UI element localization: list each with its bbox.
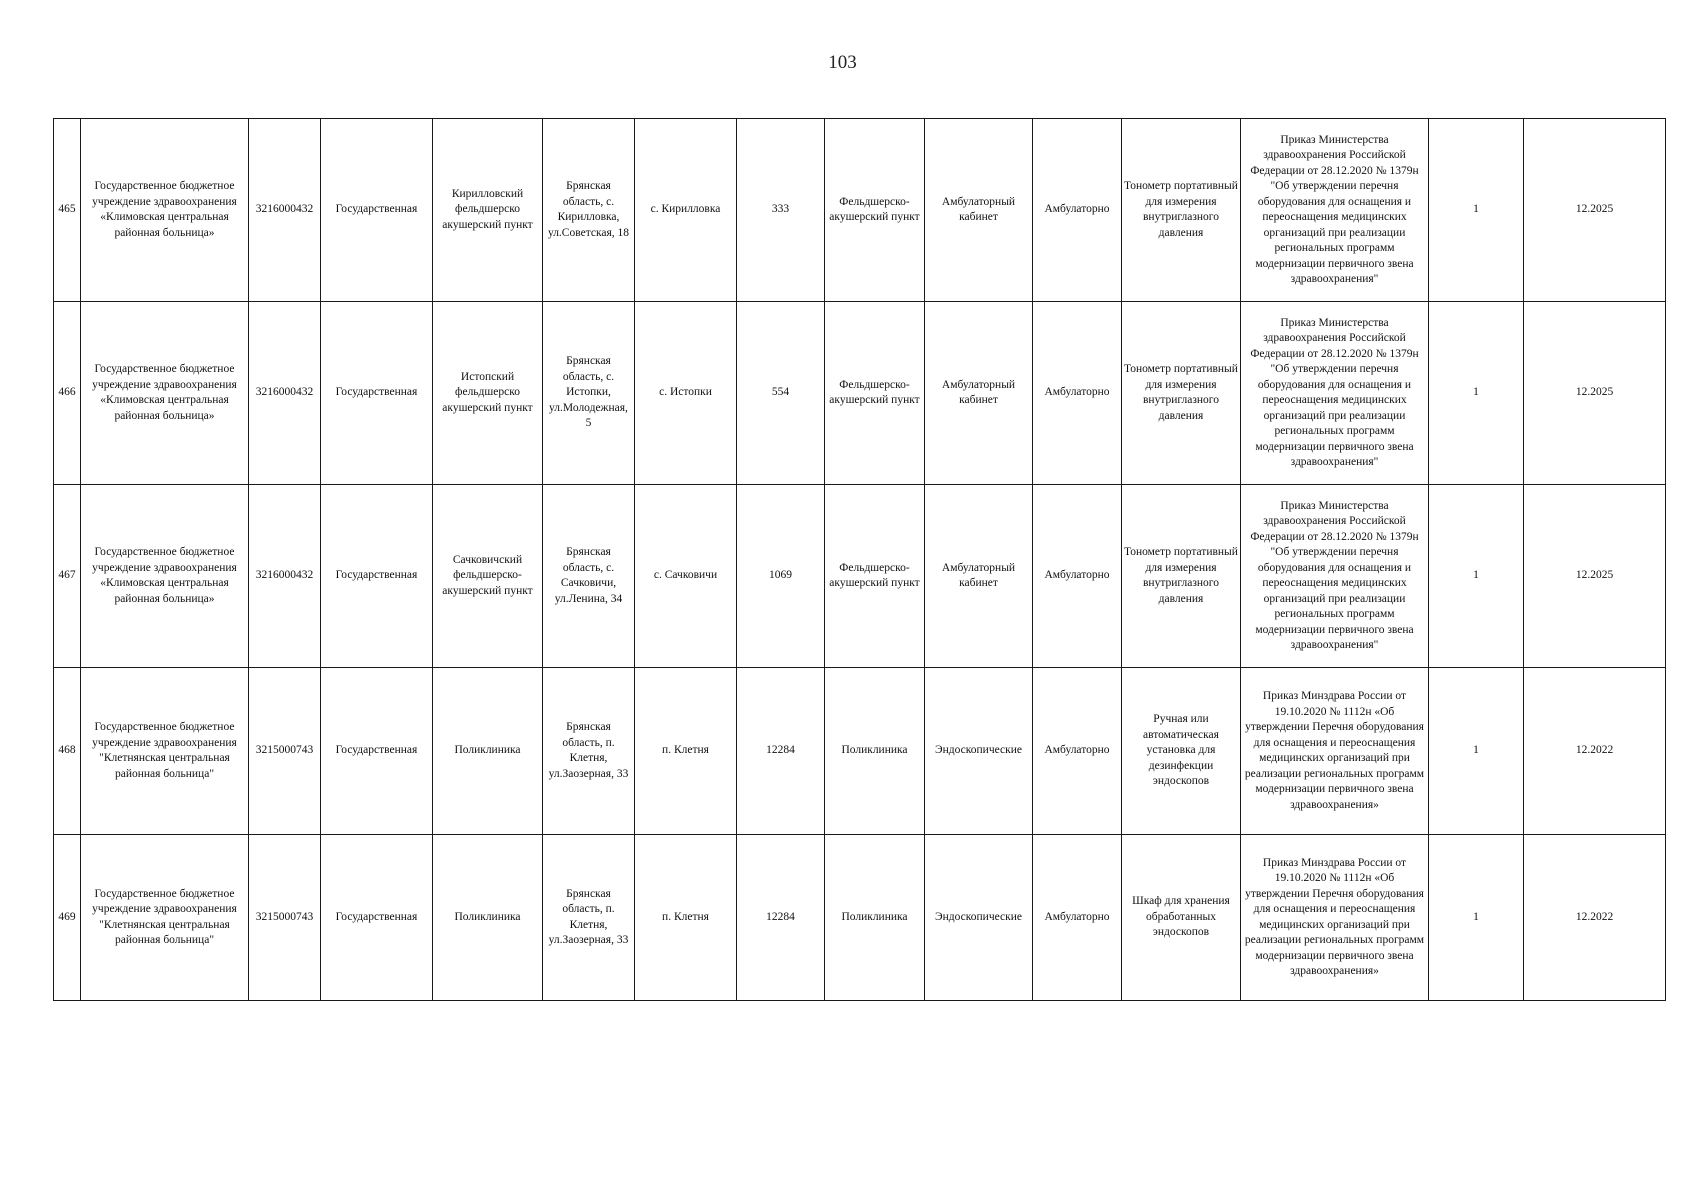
department: Амбулаторный кабинет [925,485,1033,668]
row-number: 469 [54,835,81,1001]
table-row [54,485,1666,668]
inn-code: 3216000432 [249,119,321,302]
ownership-form: Государственная [321,302,433,485]
standard-reference: Приказ Минздрава России от 19.10.2020 № 1112н «Об утверждении Перечня оборудования для оснащения и переоснащения медицинских организаций при реализации региональных программ модернизации первичного звена здравоохранения» [1241,835,1429,1001]
table-row [54,835,1666,1001]
settlement: с. Истопки [635,302,737,485]
equipment-name: Тонометр портативный для измерения внутриглазного давления [1122,302,1241,485]
standard-reference: Приказ Министерства здравоохранения Российской Федерации от 28.12.2020 № 1379н "Об утверждении перечня оборудования для оснащения и переоснащения медицинских организаций при реализации региональных программ модернизации первичного звена здравоохранения" [1241,302,1429,485]
unit-type: Поликлиника [825,835,925,1001]
institution-name: Государственное бюджетное учреждение здравоохранения «Климовская центральная районная больница» [81,485,249,668]
row-number: 468 [54,668,81,835]
ownership-form: Государственная [321,119,433,302]
address: Брянская область, с. Сачковичи, ул.Ленина, 34 [543,485,635,668]
deadline: 12.2025 [1524,485,1666,668]
deadline: 12.2022 [1524,668,1666,835]
department: Амбулаторный кабинет [925,119,1033,302]
unit-type: Фельдшерско-акушерский пункт [825,119,925,302]
quantity: 1 [1429,835,1524,1001]
row-number: 465 [54,119,81,302]
population: 12284 [737,668,825,835]
institution-name: Государственное бюджетное учреждение здравоохранения "Клетнянская центральная районная больница" [81,668,249,835]
ownership-form: Государственная [321,485,433,668]
standard-reference: Приказ Министерства здравоохранения Российской Федерации от 28.12.2020 № 1379н "Об утверждении перечня оборудования для оснащения и переоснащения медицинских организаций при реализации региональных программ модернизации первичного звена здравоохранения" [1241,119,1429,302]
settlement: п. Клетня [635,835,737,1001]
equipment-name: Ручная или автоматическая установка для дезинфекции эндоскопов [1122,668,1241,835]
population: 1069 [737,485,825,668]
settlement: п. Клетня [635,668,737,835]
page-number: 103 [828,52,857,73]
care-condition: Амбулаторно [1033,485,1122,668]
table-row [54,119,1666,302]
department: Эндоскопические [925,668,1033,835]
institution-name: Государственное бюджетное учреждение здравоохранения «Климовская центральная районная больница» [81,119,249,302]
ownership-form: Государственная [321,668,433,835]
care-condition: Амбулаторно [1033,302,1122,485]
population: 333 [737,119,825,302]
table-row [54,668,1666,835]
department: Амбулаторный кабинет [925,302,1033,485]
quantity: 1 [1429,485,1524,668]
care-condition: Амбулаторно [1033,835,1122,1001]
population: 12284 [737,835,825,1001]
standard-reference: Приказ Минздрава России от 19.10.2020 № 1112н «Об утверждении Перечня оборудования для оснащения и переоснащения медицинских организаций при реализации региональных программ модернизации первичного звена здравоохранения» [1241,668,1429,835]
equipment-table-container [53,118,1665,1001]
address: Брянская область, п. Клетня, ул.Заозерная, 33 [543,668,635,835]
deadline: 12.2025 [1524,302,1666,485]
equipment-name: Шкаф для хранения обработанных эндоскопов [1122,835,1241,1001]
table-row [54,302,1666,485]
inn-code: 3215000743 [249,835,321,1001]
row-number: 466 [54,302,81,485]
care-condition: Амбулаторно [1033,668,1122,835]
settlement: с. Сачковичи [635,485,737,668]
address: Брянская область, с. Истопки, ул.Молодежная, 5 [543,302,635,485]
inn-code: 3216000432 [249,302,321,485]
institution-name: Государственное бюджетное учреждение здравоохранения «Климовская центральная районная больница» [81,302,249,485]
subdivision-name: Сачковичский фельдшерско-акушерский пункт [433,485,543,668]
ownership-form: Государственная [321,835,433,1001]
equipment-name: Тонометр портативный для измерения внутриглазного давления [1122,119,1241,302]
address: Брянская область, п. Клетня, ул.Заозерная, 33 [543,835,635,1001]
care-condition: Амбулаторно [1033,119,1122,302]
unit-type: Фельдшерско-акушерский пункт [825,302,925,485]
inn-code: 3215000743 [249,668,321,835]
inn-code: 3216000432 [249,485,321,668]
settlement: с. Кирилловка [635,119,737,302]
deadline: 12.2022 [1524,835,1666,1001]
equipment-table [53,118,1666,1001]
deadline: 12.2025 [1524,119,1666,302]
quantity: 1 [1429,119,1524,302]
population: 554 [737,302,825,485]
standard-reference: Приказ Министерства здравоохранения Российской Федерации от 28.12.2020 № 1379н "Об утверждении перечня оборудования для оснащения и переоснащения медицинских организаций при реализации региональных программ модернизации первичного звена здравоохранения" [1241,485,1429,668]
subdivision-name: Поликлиника [433,835,543,1001]
unit-type: Фельдшерско-акушерский пункт [825,485,925,668]
subdivision-name: Кирилловский фельдшерско акушерский пункт [433,119,543,302]
quantity: 1 [1429,302,1524,485]
institution-name: Государственное бюджетное учреждение здравоохранения "Клетнянская центральная районная больница" [81,835,249,1001]
quantity: 1 [1429,668,1524,835]
equipment-name: Тонометр портативный для измерения внутриглазного давления [1122,485,1241,668]
address: Брянская область, с. Кирилловка, ул.Советская, 18 [543,119,635,302]
unit-type: Поликлиника [825,668,925,835]
row-number: 467 [54,485,81,668]
subdivision-name: Поликлиника [433,668,543,835]
subdivision-name: Истопский фельдшерско акушерский пункт [433,302,543,485]
department: Эндоскопические [925,835,1033,1001]
